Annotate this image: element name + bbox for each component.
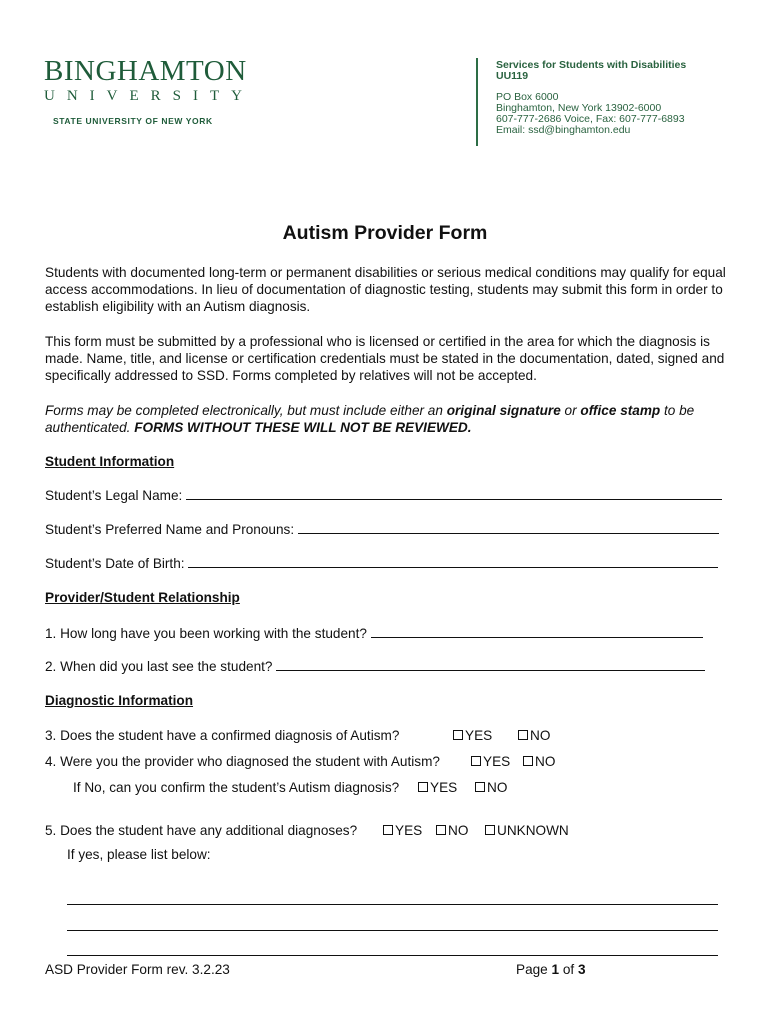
diagnostic-heading: Diagnostic Information bbox=[45, 693, 194, 708]
relationship-heading: Provider/Student Relationship bbox=[45, 590, 240, 605]
university-logo bbox=[44, 56, 254, 126]
diagnoses-line-2[interactable] bbox=[67, 930, 718, 931]
q5-yes-option[interactable]: YES bbox=[383, 823, 422, 838]
logo-tagline: STATE UNIVERSITY OF NEW YORK bbox=[53, 116, 213, 126]
q4b-label: If No, can you confirm the student’s Autism diagnosis? bbox=[73, 780, 400, 795]
dob-row bbox=[45, 555, 718, 571]
q5-label: 5. Does the student have any additional diagnoses? bbox=[45, 823, 358, 838]
form-revision: ASD Provider Form rev. 3.2.23 bbox=[45, 962, 230, 977]
legal-name-label: Student’s Legal Name: bbox=[45, 488, 183, 503]
po-box: PO Box 6000 bbox=[496, 91, 559, 103]
q1-label: 1. How long have you been working with the student? bbox=[45, 626, 367, 641]
diagnoses-line-1[interactable] bbox=[67, 904, 718, 905]
intro-paragraph-1: Students with documented long-term or permanent disabilities or serious medical conditions may qualify for equal access accommodations. In lieu of documentation of diagnostic testing, students may submit this form in order to establish eligibility with an Autism diagnosis. bbox=[45, 265, 726, 314]
q4-label: 4. Were you the provider who diagnosed the student with Autism? bbox=[45, 754, 440, 769]
q2-field[interactable] bbox=[276, 658, 705, 671]
dob-label: Student’s Date of Birth: bbox=[45, 556, 185, 571]
q4b-yes-option[interactable]: YES bbox=[418, 780, 457, 795]
q1-field[interactable] bbox=[371, 625, 703, 638]
header-divider bbox=[476, 58, 478, 146]
city-address: Binghamton, New York 13902-6000 bbox=[496, 102, 662, 114]
dob-field[interactable] bbox=[188, 555, 718, 568]
phone-fax: 607-777-2686 Voice, Fax: 607-777-6893 bbox=[496, 113, 685, 125]
q3-no-option[interactable]: NO bbox=[518, 728, 550, 743]
contact-block bbox=[496, 60, 686, 136]
legal-name-row bbox=[45, 487, 722, 503]
legal-name-field[interactable] bbox=[186, 487, 722, 500]
preferred-name-row bbox=[45, 521, 719, 537]
q4-no-checkbox[interactable] bbox=[523, 756, 533, 766]
logo-title: BINGHAMTON bbox=[44, 55, 247, 87]
q5-no-option[interactable]: NO bbox=[436, 823, 468, 838]
email: Email: ssd@binghamton.edu bbox=[496, 124, 631, 136]
intro-paragraph-2: This form must be submitted by a professional who is licensed or certified in the area for which the diagnosis is made. Name, title, and license or certification credentials must be stated in the documentation, dated, signed and specifically addressed to SSD. Forms completed by relatives will not be accepted. bbox=[45, 334, 725, 383]
q3-yes-checkbox[interactable] bbox=[453, 730, 463, 740]
q5-yes-checkbox[interactable] bbox=[383, 825, 393, 835]
office-name: Services for Students with Disabilities bbox=[496, 59, 687, 71]
q3-yes-option[interactable]: YES bbox=[453, 728, 492, 743]
q4b-no-checkbox[interactable] bbox=[475, 782, 485, 792]
q4b-yes-checkbox[interactable] bbox=[418, 782, 428, 792]
logo-subtitle: UNIVERSITY bbox=[44, 88, 254, 104]
q2-row bbox=[45, 658, 705, 674]
q5-no-checkbox[interactable] bbox=[436, 825, 446, 835]
q3-no-checkbox[interactable] bbox=[518, 730, 528, 740]
page-number: Page 1 of 3 bbox=[516, 962, 586, 977]
signature-notice: Forms may be completed electronically, but must include either an original signature or office stamp to be authenticated. FORMS WITHOUT THESE WILL NOT BE REVIEWED. bbox=[45, 403, 695, 435]
form-title: Autism Provider Form bbox=[282, 222, 488, 244]
office-room: UU119 bbox=[496, 70, 529, 82]
q2-label: 2. When did you last see the student? bbox=[45, 659, 273, 674]
preferred-name-field[interactable] bbox=[298, 521, 719, 534]
q3-label: 3. Does the student have a confirmed diagnosis of Autism? bbox=[45, 728, 400, 743]
q5b-label: If yes, please list below: bbox=[67, 847, 211, 862]
q4-yes-checkbox[interactable] bbox=[471, 756, 481, 766]
q1-row bbox=[45, 625, 703, 641]
q4b-no-option[interactable]: NO bbox=[475, 780, 507, 795]
q4-yes-option[interactable]: YES bbox=[471, 754, 510, 769]
student-info-heading: Student Information bbox=[45, 454, 175, 469]
preferred-name-label: Student’s Preferred Name and Pronouns: bbox=[45, 522, 295, 537]
diagnoses-line-3[interactable] bbox=[67, 955, 718, 956]
q5-unknown-checkbox[interactable] bbox=[485, 825, 495, 835]
q4-no-option[interactable]: NO bbox=[523, 754, 555, 769]
q5-unknown-option[interactable]: UNKNOWN bbox=[485, 823, 569, 838]
